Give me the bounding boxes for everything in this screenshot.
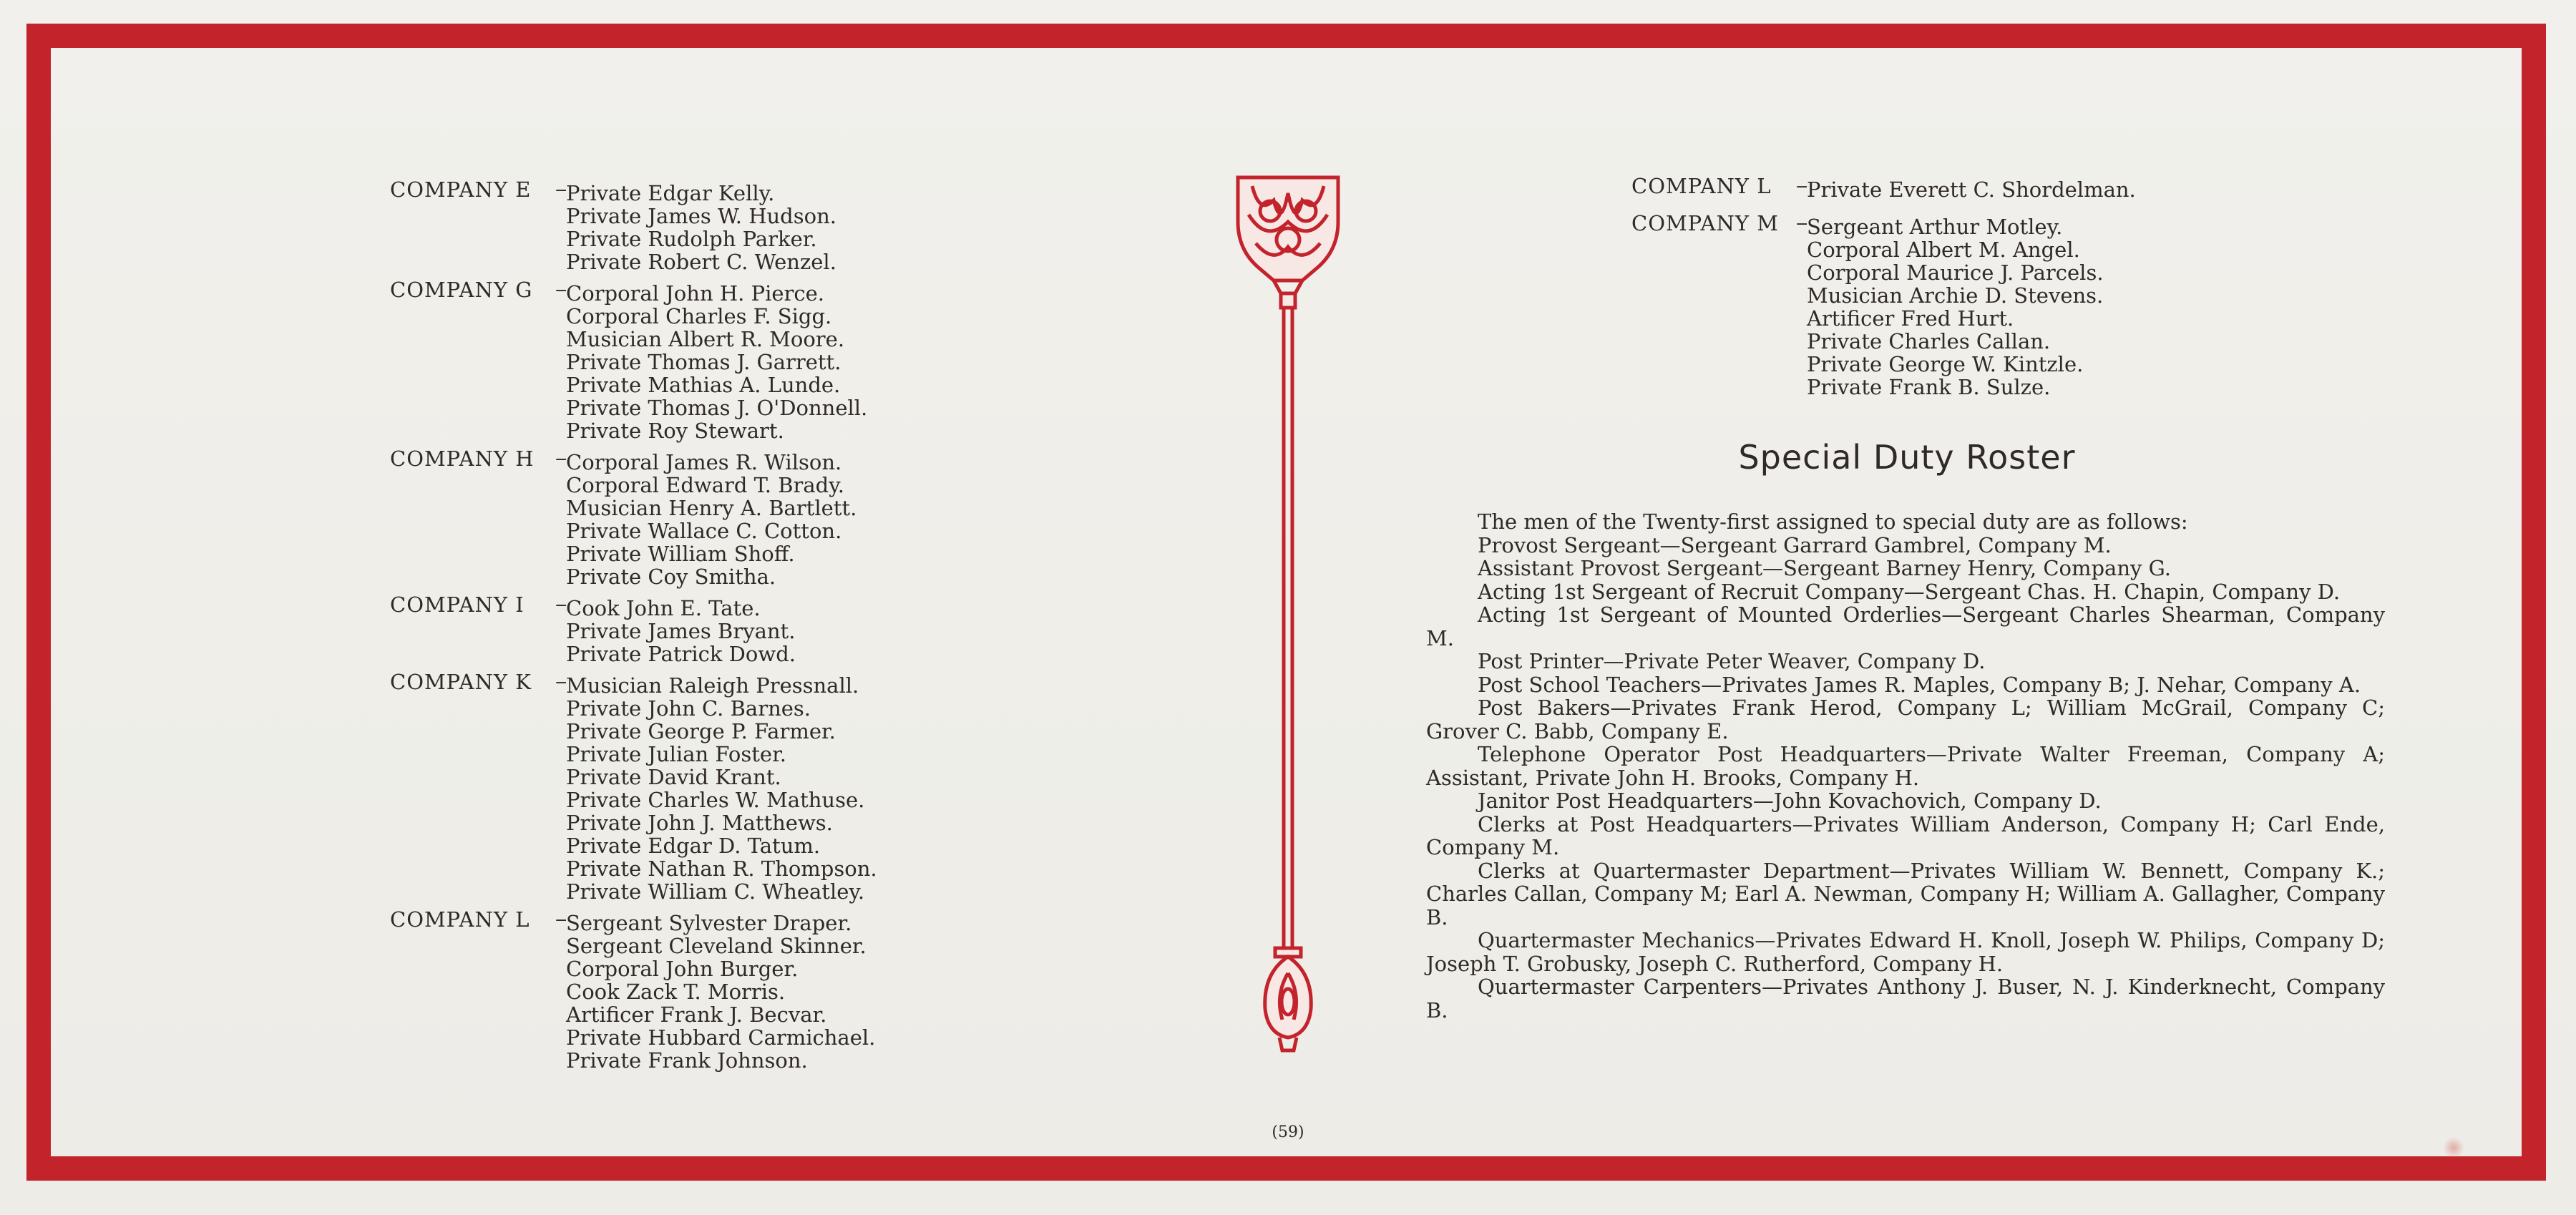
member: Private Frank Johnson. [566,1048,808,1073]
company-block [390,447,1034,588]
duty-paragraph: Acting 1st Sergeant of Mounted Orderlies—Sergeant Charles Shearman, Company M. [1426,602,2385,650]
paper-stain [2443,1137,2464,1158]
member: Musician Albert R. Moore. [566,327,845,351]
member: Private William C. Wheatley. [566,879,865,904]
member: Private Wallace C. Cotton. [566,519,842,543]
company-label: COMPANY E [390,177,532,202]
member: Private Robert C. Wenzel. [566,250,836,274]
member: Private Frank B. Sulze. [1807,375,2051,399]
member: Private Rudolph Parker. [566,227,817,251]
member: Private John C. Barnes. [566,696,811,721]
member: Private William Shoff. [566,542,795,566]
duty-paragraph: Post Printer—Private Peter Weaver, Company D. [1478,649,1986,673]
duty-paragraph: Acting 1st Sergeant of Recruit Company—Sergeant Chas. H. Chapin, Company D. [1478,579,2341,604]
duty-paragraph: Telephone Operator Post Headquarters—Private Walter Freeman, Company A; Assistant, Private John H. Brooks, Company H. [1426,742,2385,790]
company-block [1631,211,2419,399]
member-list [1807,211,2419,399]
special-duty-text [1426,510,2385,1022]
member: Private David Krant. [566,765,781,789]
member: — Sergeant Arthur Motley. [1796,211,2419,238]
company-label: COMPANY L [1631,174,1772,198]
member: Private Edgar D. Tatum. [566,834,821,858]
right-roster [1631,174,2419,409]
member-list [566,592,1034,665]
company-label: COMPANY I [390,592,525,617]
duty-paragraph: Post Bakers—Privates Frank Herod, Company L; William McGrail, Company C; Grover C. Babb, Company E. [1426,696,2385,743]
duty-paragraph: Janitor Post Headquarters—John Kovachovich, Company D. [1478,789,2102,813]
member: Artificer Fred Hurt. [1807,306,2014,331]
company-block [390,592,1034,665]
member: — Sergeant Sylvester Draper. [555,907,1034,935]
member: Private Thomas J. O'Donnell. [566,396,868,420]
scepter-ornament [1231,172,1345,1055]
member: Private Nathan R. Thompson. [566,857,877,881]
member: — Musician Raleigh Pressnall. [555,670,1034,697]
company-label: COMPANY G [390,278,533,302]
member: Corporal John Burger. [566,957,799,981]
duty-paragraph: Quartermaster Mechanics—Privates Edward H. Knoll, Joseph W. Philips, Company D; Joseph T. Grobusky, Joseph C. Rutherford, Company H. [1426,928,2385,976]
member-list [1807,174,2419,201]
member: Musician Henry A. Bartlett. [566,496,857,520]
duty-paragraph: Clerks at Post Headquarters—Privates William Anderson, Company H; Carl Ende, Company M. [1426,811,2385,859]
member: Private Charles W. Mathuse. [566,788,865,812]
member: Corporal Charles F. Sigg. [566,304,832,328]
company-label: COMPANY L [390,907,530,932]
member: Corporal Edward T. Brady. [566,473,844,497]
page-number: (59) [1272,1123,1304,1141]
member-list [566,447,1034,588]
duty-paragraph: Provost Sergeant—Sergeant Garrard Gambrel, Company M. [1478,532,2112,557]
left-roster [390,177,1034,1076]
member-list [566,177,1034,273]
company-block [390,177,1034,273]
duty-paragraph: Assistant Provost Sergeant—Sergeant Barney Henry, Company G. [1478,556,2171,580]
company-label: COMPANY K [390,670,532,694]
member: Private Charles Callan. [1807,329,2051,353]
company-block [390,907,1034,1072]
company-block [390,670,1034,903]
duty-paragraph: Post School Teachers—Privates James R. Maples, Company B; J. Nehar, Company A. [1478,672,2361,697]
member: Private George P. Farmer. [566,719,836,743]
member: — Corporal James R. Wilson. [555,447,1034,474]
duty-paragraph: The men of the Twenty-first assigned to special duty are as follows: [1478,509,2188,534]
company-block [390,278,1034,442]
member: Private John J. Matthews. [566,811,833,835]
member-list [566,278,1034,442]
member: — Cook John E. Tate. [555,592,1034,620]
member: Private Patrick Dowd. [566,642,796,666]
member: Corporal Maurice J. Parcels. [1807,260,2104,285]
member: Private Hubbard Carmichael. [566,1025,876,1050]
member: Artificer Frank J. Becvar. [566,1002,827,1027]
section-title: Special Duty Roster [1738,438,2076,477]
member: Private Thomas J. Garrett. [566,350,841,374]
duty-paragraph: Clerks at Quartermaster Department—Privates William W. Bennett, Company K.; Charles Callan, Company M; Earl A. Newman, Company H; William A. Gallagher, Company B. [1426,858,2385,929]
member-list [566,670,1034,903]
member: Private Mathias A. Lunde. [566,373,841,397]
member: — Corporal John H. Pierce. [555,278,1034,305]
member: Cook Zack T. Morris. [566,980,786,1004]
company-block [1631,174,2419,201]
member: Private George W. Kintzle. [1807,352,2084,376]
member: — Private Edgar Kelly. [555,177,1034,205]
member: Musician Archie D. Stevens. [1807,283,2104,308]
company-label: COMPANY H [390,447,535,471]
member: Private Roy Stewart. [566,419,784,443]
company-label: COMPANY M [1631,211,1779,235]
member: Private Coy Smitha. [566,565,776,589]
member: Corporal Albert M. Angel. [1807,238,2080,262]
member: Private Julian Foster. [566,742,786,766]
member-list [566,907,1034,1072]
duty-paragraph: Quartermaster Carpenters—Privates Anthony J. Buser, N. J. Kinderknecht, Company B. [1426,975,2385,1023]
member: — Private Everett C. Shordelman. [1796,174,2419,201]
member: Private James Bryant. [566,619,796,643]
member: Sergeant Cleveland Skinner. [566,934,867,958]
member: Private James W. Hudson. [566,204,836,228]
